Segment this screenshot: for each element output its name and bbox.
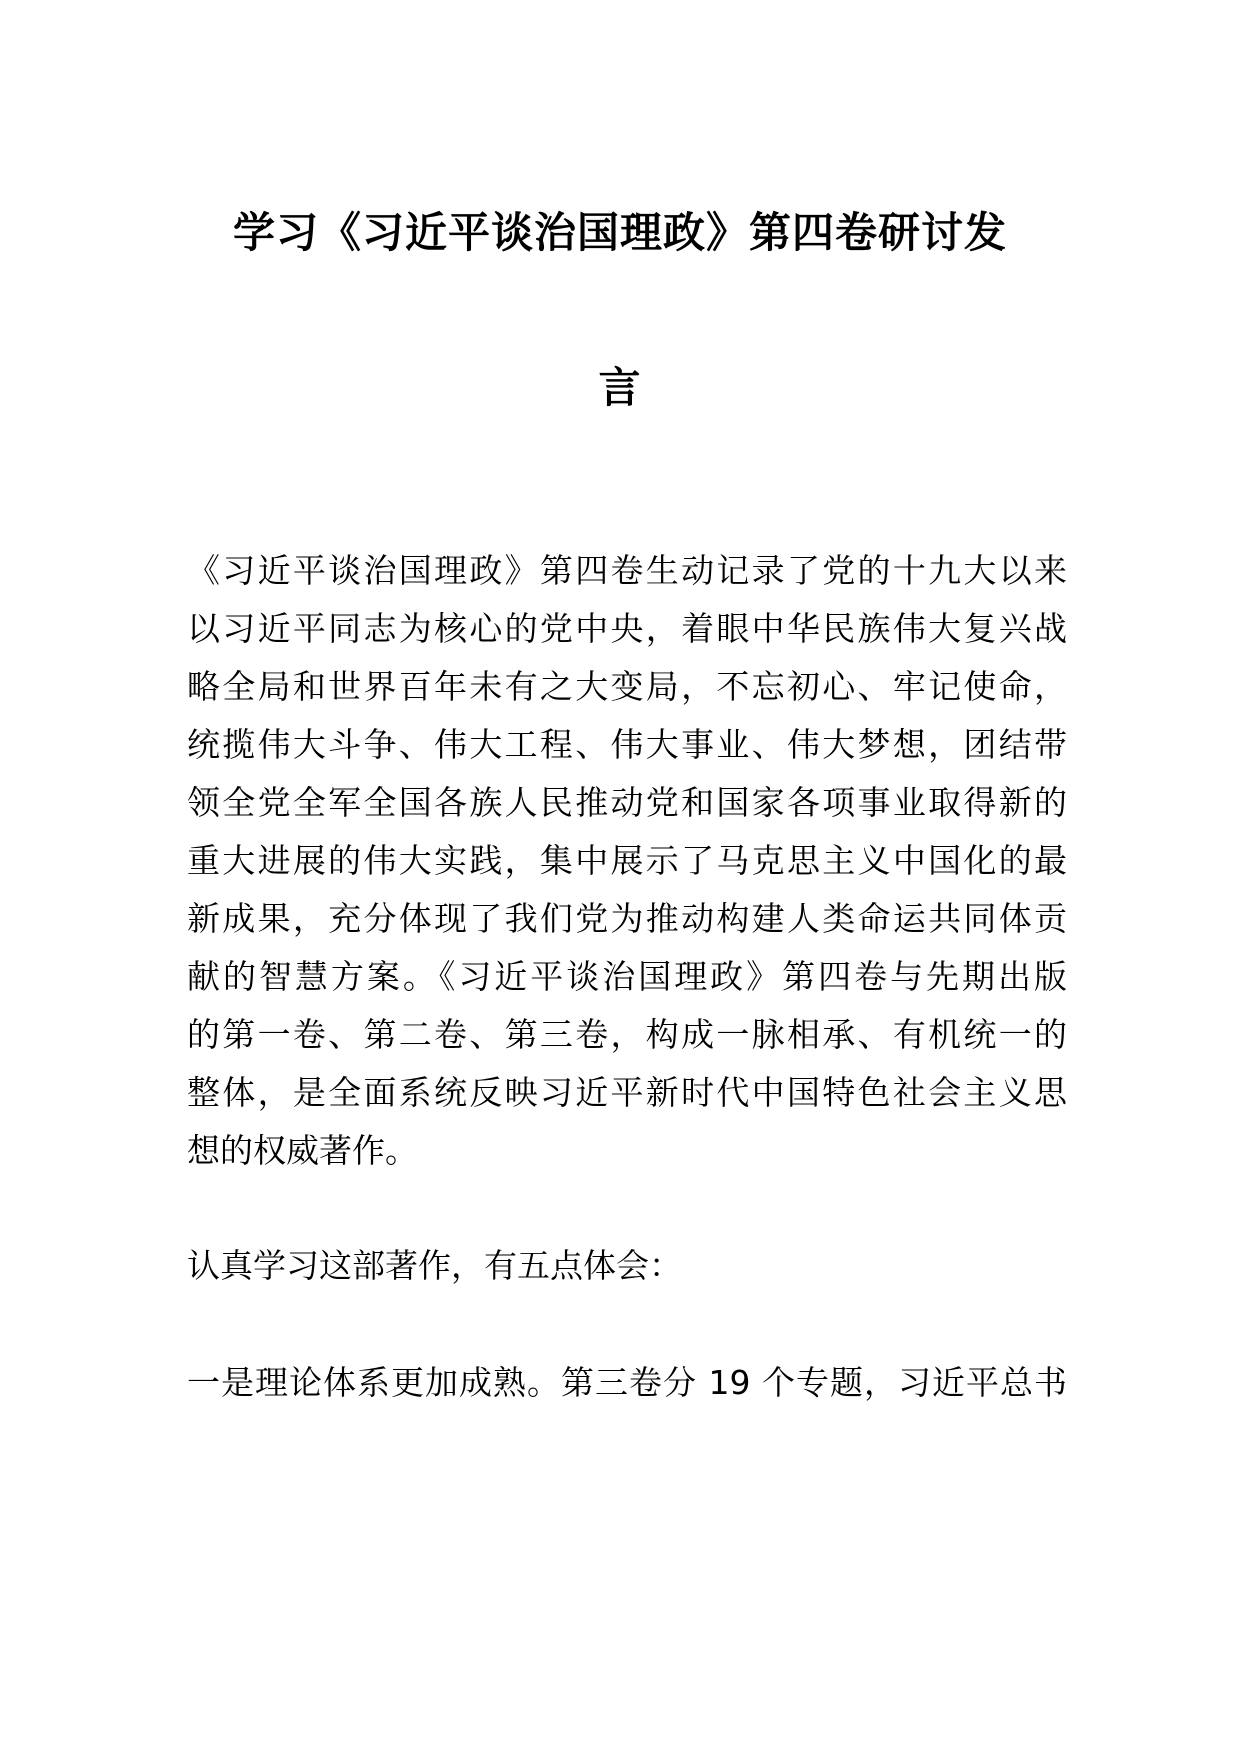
paragraph-1-line-7: 新成果，充分体现了我们党为推动构建人类命运共同体贡 — [187, 899, 1067, 938]
paragraph-1-line-2: 以习近平同志为核心的党中央，着眼中华民族伟大复兴战 — [187, 609, 1067, 648]
document-title-line-2: 言 — [598, 363, 642, 412]
paragraph-1-line-4: 统揽伟大斗争、伟大工程、伟大事业、伟大梦想，团结带 — [187, 725, 1067, 764]
paragraph-3-line-1: 一是理论体系更加成熟。第三卷分 19 个专题，习近平总书 — [187, 1363, 1067, 1402]
paragraph-1-line-9: 的第一卷、第二卷、第三卷，构成一脉相承、有机统一的 — [187, 1015, 1067, 1054]
paragraph-1-line-3: 略全局和世界百年未有之大变局，不忘初心、牢记使命， — [187, 667, 1067, 706]
paragraph-2: 认真学习这部著作，有五点体会： — [187, 1246, 682, 1285]
paragraph-1-line-6: 重大进展的伟大实践，集中展示了马克思主义中国化的最 — [187, 841, 1067, 880]
paragraph-1-line-1: 《习近平谈治国理政》第四卷生动记录了党的十九大以来 — [187, 551, 1067, 590]
paragraph-1-line-5: 领全党全军全国各族人民推动党和国家各项事业取得新的 — [187, 783, 1067, 822]
paragraph-1-line-8: 献的智慧方案。《习近平谈治国理政》第四卷与先期出版 — [187, 957, 1067, 996]
paragraph-1-line-10: 整体，是全面系统反映习近平新时代中国特色社会主义思 — [187, 1073, 1067, 1112]
document-title-line-1: 学习《习近平谈治国理政》第四卷研讨发 — [232, 208, 1007, 257]
paragraph-1-line-11: 想的权威著作。 — [187, 1131, 418, 1170]
